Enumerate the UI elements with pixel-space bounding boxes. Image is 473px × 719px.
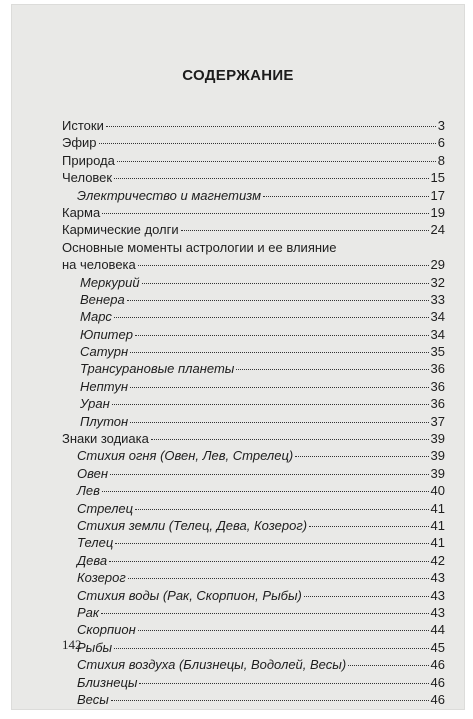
dot-leader [99, 143, 436, 144]
toc-entry-label: Меркурий [80, 274, 140, 290]
toc-entry-page: 41 [430, 500, 445, 516]
toc-entry [62, 256, 445, 273]
dot-leader [109, 561, 428, 562]
toc-entry-page: 46 [430, 691, 445, 707]
toc-entry-label: Стихия воды (Рак, Скорпион, Рыбы) [77, 587, 302, 603]
dot-leader [128, 578, 429, 579]
toc-entry-label: Рыбы [77, 639, 113, 655]
toc-entry-label: Знаки зодиака [62, 431, 149, 447]
table-of-contents [62, 117, 445, 708]
toc-entry-label: Нептун [80, 378, 128, 394]
toc-entry-page: 37 [430, 413, 445, 429]
dot-leader [114, 648, 428, 649]
toc-subentry [62, 621, 445, 638]
dot-leader [135, 335, 429, 336]
toc-entry-label: Кармические долги [62, 222, 179, 238]
toc-entry-page: 41 [430, 517, 445, 533]
toc-entry-label: Карма [62, 204, 101, 220]
toc-entry-label: Близнецы [77, 674, 138, 690]
toc-entry-label: Юпитер [80, 326, 133, 342]
toc-entry-page: 41 [430, 535, 445, 551]
toc-entry-page: 43 [430, 570, 445, 586]
toc-entry-label: Венера [80, 291, 125, 307]
dot-leader [304, 596, 429, 597]
toc-entry-page: 3 [437, 118, 445, 133]
toc-entry-label: Плутон [80, 413, 129, 429]
toc-entry-label: на человека [62, 257, 136, 273]
toc-subentry [62, 413, 445, 430]
toc-entry-label: Электричество и магнетизм [77, 187, 261, 203]
toc-entry-page: 32 [430, 274, 445, 290]
dot-leader [115, 543, 428, 544]
dot-leader [111, 700, 429, 701]
toc-entry-label: Стрелец [77, 500, 134, 516]
toc-entry-page: 33 [430, 291, 445, 307]
toc-entry [62, 169, 445, 186]
toc-entry-page: 17 [430, 187, 445, 203]
toc-subentry [62, 447, 445, 464]
toc-entry-page: 42 [430, 552, 445, 568]
toc-subentry [62, 291, 445, 308]
dot-leader [130, 387, 429, 388]
dot-leader [135, 509, 428, 510]
dot-leader [138, 265, 429, 266]
toc-entry [62, 221, 445, 238]
toc-entry-label-line1: Основные моменты астрологии и ее влияние [62, 239, 337, 255]
toc-entry-label: Эфир [62, 135, 97, 151]
toc-entry-page: 39 [430, 431, 445, 447]
dot-leader [138, 630, 429, 631]
toc-entry-label: Стихия земли (Телец, Дева, Козерог) [77, 517, 308, 533]
toc-entry-label: Дева [77, 552, 108, 568]
toc-entry-label: Человек [62, 170, 113, 186]
dot-leader [151, 439, 429, 440]
toc-entry-page: 36 [430, 361, 445, 377]
toc-entry-page: 40 [430, 483, 445, 499]
toc-entry-page: 19 [430, 204, 445, 220]
toc-entry-label: Лев [77, 483, 100, 499]
toc-subentry [62, 656, 445, 673]
toc-entry-page: 36 [430, 378, 445, 394]
toc-subentry [62, 395, 445, 412]
toc-subentry [62, 343, 445, 360]
toc-entry [62, 430, 445, 447]
toc-entry-page: 36 [430, 396, 445, 412]
toc-subentry [62, 326, 445, 343]
dot-leader [181, 230, 429, 231]
page-title: СОДЕРЖАНИЕ [182, 67, 294, 84]
toc-entry-label: Уран [80, 396, 110, 412]
toc-subentry [62, 482, 445, 499]
toc-subentry [62, 604, 445, 621]
toc-subentry [62, 308, 445, 325]
book-page [12, 5, 464, 709]
toc-subentry [62, 569, 445, 586]
dot-leader [102, 213, 428, 214]
toc-entry-page: 39 [430, 448, 445, 464]
dot-leader [127, 300, 429, 301]
toc-entry-label: Трансурановые планеты [80, 361, 235, 377]
toc-entry-page: 8 [437, 152, 445, 168]
toc-entry-label: Стихия огня (Овен, Лев, Стрелец) [77, 448, 294, 464]
dot-leader [236, 369, 428, 370]
toc-entry-page: 6 [437, 135, 445, 151]
toc-entry-label: Стихия воздуха (Близнецы, Водолей, Весы) [77, 657, 347, 673]
dot-leader [102, 491, 429, 492]
toc-entry-label: Телец [77, 535, 114, 551]
dot-leader [110, 474, 429, 475]
dot-leader [130, 422, 428, 423]
toc-entry-label: Овен [77, 465, 108, 481]
toc-entry-label: Скорпион [77, 622, 136, 638]
dot-leader [117, 161, 436, 162]
toc-entry-label: Рак [77, 604, 100, 620]
toc-subentry [62, 534, 445, 551]
toc-entry-label: Марс [80, 309, 112, 325]
dot-leader [114, 317, 429, 318]
toc-subentry [62, 378, 445, 395]
toc-entry-page: 15 [430, 170, 445, 186]
dot-leader [130, 352, 428, 353]
dot-leader [101, 613, 428, 614]
toc-subentry [62, 517, 445, 534]
toc-entry-page: 24 [430, 222, 445, 238]
toc-entry-page: 46 [430, 657, 445, 673]
dot-leader [263, 196, 429, 197]
dot-leader [295, 456, 428, 457]
dot-leader [114, 178, 428, 179]
toc-entry-label: Сатурн [80, 344, 129, 360]
toc-entry-page: 29 [430, 257, 445, 273]
toc-subentry [62, 674, 445, 691]
toc-subentry [62, 274, 445, 291]
dot-leader [309, 526, 428, 527]
toc-subentry [62, 587, 445, 604]
toc-subentry [62, 552, 445, 569]
page-number: 142 [62, 637, 82, 652]
toc-entry-page: 43 [430, 587, 445, 603]
toc-entry-label: Козерог [77, 570, 126, 586]
toc-entry-label: Весы [77, 691, 109, 707]
toc-subentry [62, 691, 445, 708]
toc-entry-page: 44 [430, 622, 445, 638]
toc-entry-page: 39 [430, 465, 445, 481]
toc-entry-page: 46 [430, 674, 445, 690]
toc-subentry [62, 500, 445, 517]
dot-leader [139, 683, 428, 684]
toc-entry [62, 117, 445, 134]
toc-subentry [62, 360, 445, 377]
dot-leader [112, 404, 429, 405]
toc-subentry [62, 187, 445, 204]
toc-subentry [62, 639, 445, 656]
toc-entry-page: 34 [430, 309, 445, 325]
dot-leader [142, 283, 429, 284]
toc-entry-page: 45 [430, 639, 445, 655]
toc-entry-label: Природа [62, 152, 115, 168]
toc-subentry [62, 465, 445, 482]
toc-entry [62, 152, 445, 169]
toc-entry-label: Истоки [62, 118, 104, 133]
dot-leader [348, 665, 428, 666]
toc-entry [62, 204, 445, 221]
toc-entry [62, 134, 445, 151]
toc-entry-page: 43 [430, 604, 445, 620]
toc-entry-page: 35 [430, 344, 445, 360]
toc-entry-page: 34 [430, 326, 445, 342]
dot-leader [106, 126, 436, 127]
